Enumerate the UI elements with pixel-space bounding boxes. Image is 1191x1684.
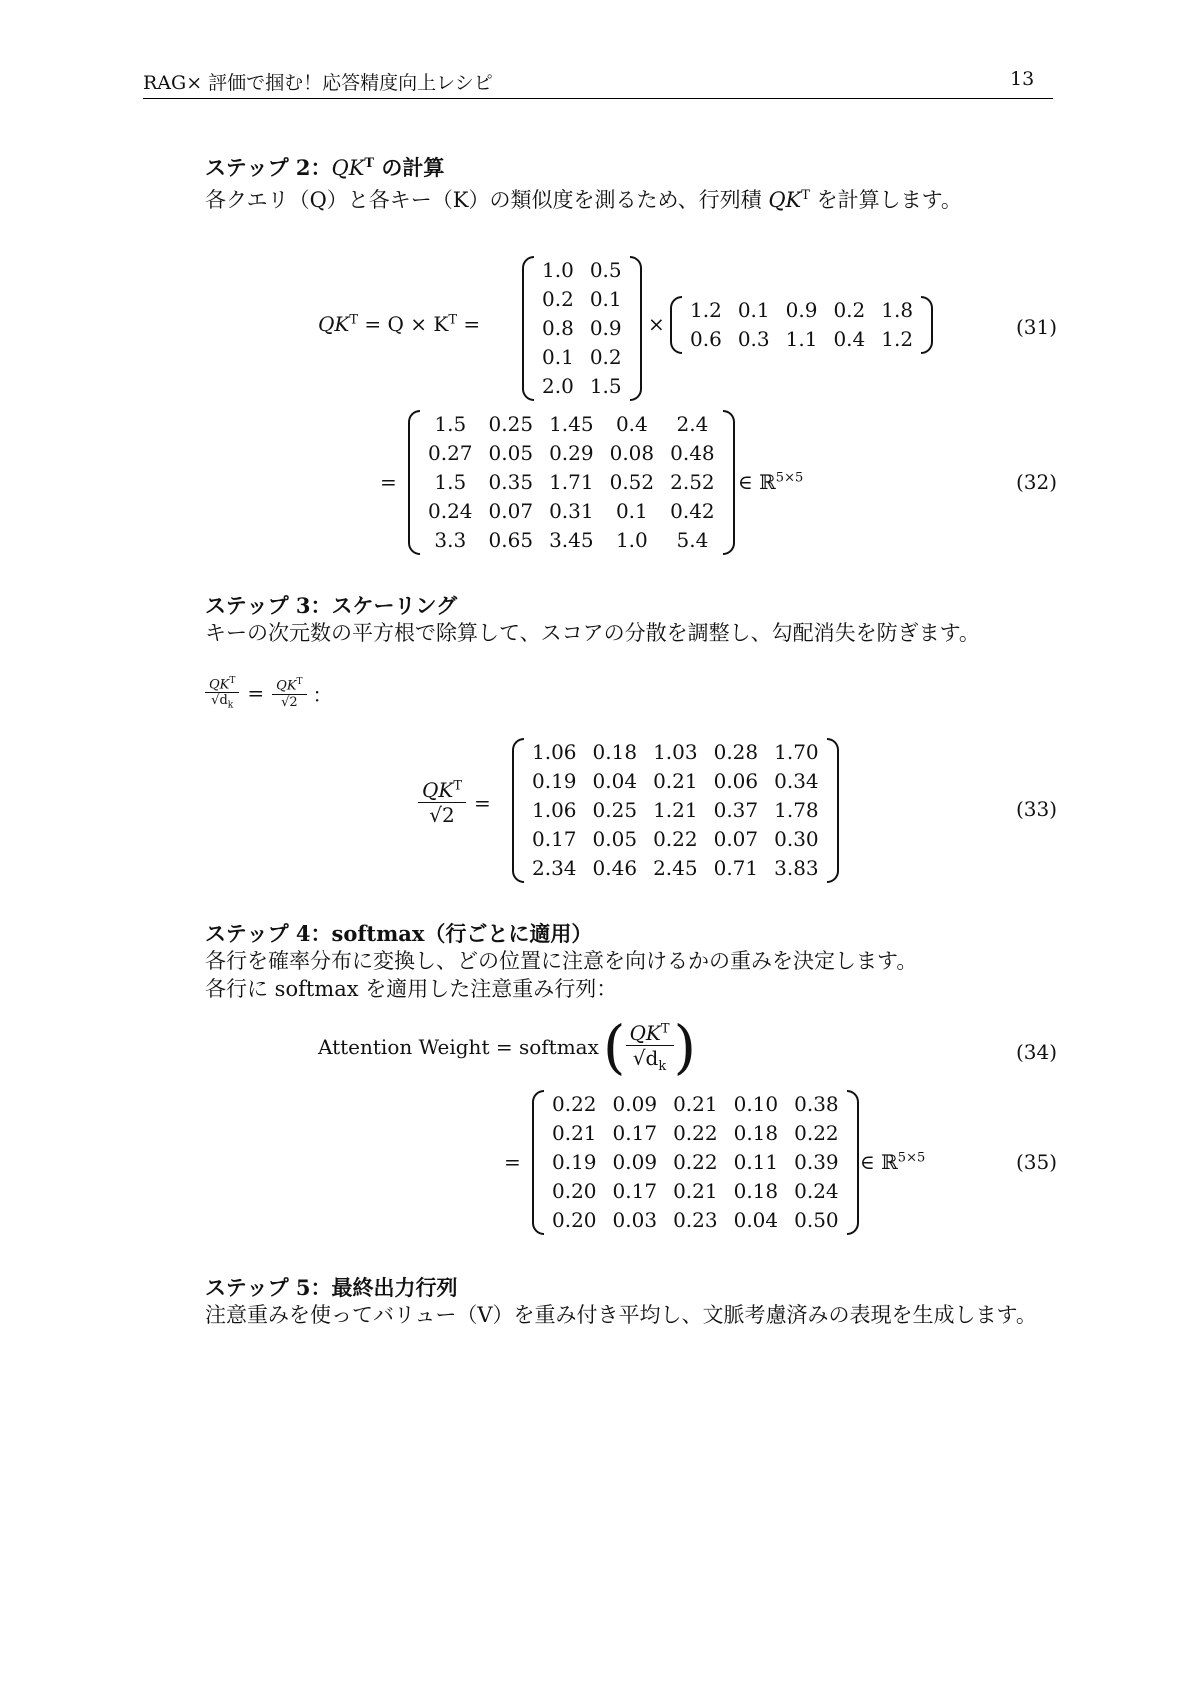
matrix-qkt-cell: 0.07	[488, 499, 534, 523]
matrix-q-cell: 2.0	[542, 374, 574, 398]
matrix-scaled-row	[524, 825, 827, 854]
header-rule	[143, 98, 1053, 99]
matrix-attention-weight-row	[544, 1119, 847, 1148]
matrix-qkt-row	[420, 497, 723, 526]
matrix-kt-cell: 1.2	[690, 298, 722, 322]
matrix-attention-weight-cell: 0.18	[733, 1121, 779, 1145]
page-number: 13	[1010, 68, 1035, 90]
matrix-qkt-row	[420, 410, 723, 439]
matrix-qkt-cell: 0.4	[615, 412, 648, 436]
matrix-qkt-cell: 2.4	[676, 412, 709, 436]
matrix-attention-weight-cell: 0.17	[612, 1121, 658, 1145]
matrix-scaled-cell: 3.83	[774, 856, 819, 880]
matrix-attention-weight	[532, 1090, 859, 1235]
matrix-attention-weight-cell: 0.22	[673, 1150, 718, 1174]
matrix-qkt-row	[420, 468, 723, 497]
matrix-qkt-cell: 0.1	[615, 499, 648, 523]
matrix-scaled-cell: 0.37	[713, 798, 759, 822]
matrix-attention-weight-row	[544, 1177, 847, 1206]
matrix-qkt-cell: 0.25	[488, 412, 534, 436]
matrix-scaled-cell: 0.19	[532, 769, 577, 793]
matrix-attention-weight-cell: 0.50	[794, 1208, 839, 1232]
matrix-qkt-cell: 1.5	[434, 470, 467, 494]
matrix-q-row	[534, 256, 630, 285]
matrix-attention-weight-cell: 0.22	[673, 1121, 718, 1145]
matrix-attention-weight-cell: 0.24	[794, 1179, 839, 1203]
matrix-qkt-cell: 0.48	[670, 441, 715, 465]
matrix-attention-weight-cell: 0.22	[552, 1092, 597, 1116]
matrix-q-cell: 1.5	[589, 374, 622, 398]
matrix-attention-weight-cell: 0.10	[733, 1092, 779, 1116]
matrix-qkt-cell: 0.29	[549, 441, 594, 465]
step5-text: 注意重みを使ってバリュー（V）を重み付き平均し、文脈考慮済みの表現を生成します。	[205, 1303, 1037, 1327]
matrix-scaled-cell: 0.21	[653, 769, 698, 793]
matrix-kt	[670, 296, 933, 354]
matrix-q-cell: 0.1	[542, 345, 574, 369]
equation-number-33: (33)	[1016, 797, 1058, 821]
matrix-attention-weight-cell: 0.09	[612, 1150, 658, 1174]
matrix-q-cell: 0.1	[589, 287, 622, 311]
matrix-qkt-cell: 0.65	[488, 528, 534, 552]
matrix-qkt-cell: 1.71	[549, 470, 594, 494]
matrix-attention-weight-cell: 0.19	[552, 1150, 597, 1174]
eq35-equals: =	[504, 1150, 521, 1174]
matrix-scaled-cell: 0.06	[713, 769, 759, 793]
step2-text: 各クエリ（Q）と各キー（K）の類似度を測るため、行列積 $QK^T$ を計算します。	[205, 188, 962, 212]
matrix-qkt-cell: 0.24	[428, 499, 473, 523]
matrix-scaled-cell: 1.06	[532, 798, 577, 822]
step4-text-2: 各行に softmax を適用した注意重み行列：	[205, 977, 618, 1001]
matrix-scaled-row	[524, 854, 827, 883]
eq34-formula: Attention Weight = softmax ( $\frac{QK^T}{√d_k}$ )	[318, 1013, 697, 1081]
matrix-scaled-row	[524, 738, 827, 767]
matrix-scaled-cell: 2.34	[532, 856, 577, 880]
matrix-kt-cell: 1.2	[881, 327, 914, 351]
matrix-scaled-cell: 0.17	[532, 827, 577, 851]
matrix-attention-weight-cell: 0.39	[794, 1150, 839, 1174]
matrix-scaled-cell: 1.21	[653, 798, 698, 822]
matrix-q-cell: 0.5	[589, 258, 622, 282]
matrix-attention-weight-cell: 0.21	[673, 1092, 718, 1116]
matrix-kt-cell: 0.3	[737, 327, 770, 351]
matrix-scaled-cell: 0.05	[592, 827, 638, 851]
matrix-qkt	[408, 410, 735, 555]
matrix-attention-weight-cell: 0.04	[733, 1208, 779, 1232]
matrix-q-row	[534, 285, 630, 314]
matrix-q-cell: 0.2	[542, 287, 574, 311]
matrix-qkt-cell: 0.35	[488, 470, 534, 494]
matrix-scaled	[512, 738, 839, 883]
eq35-domain: ∈ ℝ$^{5\times 5}$	[860, 1150, 926, 1174]
matrix-qkt-cell: 1.45	[549, 412, 594, 436]
matrix-q	[522, 256, 642, 401]
matrix-qkt-row	[420, 439, 723, 468]
matrix-qkt-cell: 1.5	[434, 412, 467, 436]
running-header-title: RAG× 評価で掴む！応答精度向上レシピ	[143, 72, 493, 94]
matrix-kt-cell: 0.2	[833, 298, 866, 322]
matrix-attention-weight-cell: 0.11	[733, 1150, 779, 1174]
matrix-qkt-row	[420, 526, 723, 555]
matrix-q-row	[534, 343, 630, 372]
matrix-scaled-cell: 0.30	[774, 827, 819, 851]
step4-text-1: 各行を確率分布に変換し、どの位置に注意を向けるかの重みを決定します。	[205, 949, 918, 973]
matrix-attention-weight-cell: 0.17	[612, 1179, 658, 1203]
matrix-scaled-cell: 1.78	[774, 798, 819, 822]
matrix-attention-weight-cell: 0.20	[552, 1179, 597, 1203]
matrix-scaled-row	[524, 767, 827, 796]
matrix-scaled-cell: 0.34	[774, 769, 819, 793]
matrix-kt-cell: 1.1	[785, 327, 818, 351]
matrix-scaled-cell: 0.07	[713, 827, 759, 851]
matrix-kt-row	[682, 296, 921, 325]
matrix-scaled-row	[524, 796, 827, 825]
matrix-scaled-cell: 1.03	[653, 740, 698, 764]
step3-text: キーの次元数の平方根で除算して、スコアの分散を調整し、勾配消失を防ぎます。	[205, 621, 980, 645]
step4-heading: ステップ 4：softmax（行ごとに適用）	[205, 921, 593, 946]
matrix-q-row	[534, 372, 630, 401]
matrix-qkt-cell: 0.52	[609, 470, 655, 494]
matrix-scaled-cell: 0.04	[592, 769, 638, 793]
matrix-scaled-cell: 1.70	[774, 740, 819, 764]
matrix-attention-weight-row	[544, 1148, 847, 1177]
eq32-equals: =	[380, 470, 397, 494]
matrix-attention-weight-cell: 0.18	[733, 1179, 779, 1203]
matrix-q-cell: 0.8	[542, 316, 574, 340]
matrix-scaled-cell: 0.71	[713, 856, 759, 880]
matrix-qkt-cell: 3.45	[549, 528, 594, 552]
matrix-kt-row	[682, 325, 921, 354]
matrix-q-cell: 1.0	[542, 258, 574, 282]
matrix-attention-weight-cell: 0.03	[612, 1208, 658, 1232]
matrix-qkt-cell: 5.4	[676, 528, 709, 552]
matrix-kt-cell: 0.9	[785, 298, 818, 322]
matrix-qkt-cell: 3.3	[434, 528, 467, 552]
matrix-qkt-cell: 1.0	[615, 528, 648, 552]
matrix-attention-weight-cell: 0.38	[794, 1092, 839, 1116]
matrix-qkt-cell: 0.31	[549, 499, 594, 523]
matrix-attention-weight-row	[544, 1090, 847, 1119]
equation-number-34: (34)	[1016, 1040, 1058, 1064]
matrix-qkt-cell: 0.27	[428, 441, 473, 465]
matrix-kt-cell: 0.6	[690, 327, 722, 351]
matrix-attention-weight-cell: 0.22	[794, 1121, 839, 1145]
matrix-scaled-cell: 1.06	[532, 740, 577, 764]
eq33-lhs: $\frac{QK^T}{√2}$ =	[418, 778, 491, 827]
eq32-domain: ∈ ℝ$^{5\times 5}$	[738, 470, 804, 494]
step5-heading: ステップ 5：最終出力行列	[205, 1275, 458, 1300]
matrix-attention-weight-row	[544, 1206, 847, 1235]
matrix-kt-cell: 0.1	[737, 298, 770, 322]
step3-heading: ステップ 3：スケーリング	[205, 593, 458, 618]
equation-number-32: (32)	[1016, 470, 1058, 494]
matrix-scaled-cell: 2.45	[653, 856, 698, 880]
matrix-attention-weight-cell: 0.23	[673, 1208, 718, 1232]
matrix-q-row	[534, 314, 630, 343]
matrix-attention-weight-cell: 0.09	[612, 1092, 658, 1116]
equation-number-35: (35)	[1016, 1150, 1058, 1174]
matrix-q-cell: 0.2	[589, 345, 622, 369]
matrix-qkt-cell: 0.05	[488, 441, 534, 465]
equation-number-31: (31)	[1016, 315, 1058, 339]
matrix-kt-cell: 1.8	[881, 298, 914, 322]
eq31-lhs: $QK^T = Q \times K^T$ =	[318, 312, 481, 336]
matrix-q-cell: 0.9	[589, 316, 622, 340]
step2-heading: ステップ 2：$QK^T$ の計算	[205, 155, 445, 180]
times-symbol: ×	[648, 312, 665, 336]
matrix-scaled-cell: 0.18	[592, 740, 638, 764]
matrix-qkt-cell: 2.52	[670, 470, 715, 494]
matrix-scaled-cell: 0.46	[592, 856, 638, 880]
matrix-attention-weight-cell: 0.21	[673, 1179, 718, 1203]
matrix-kt-cell: 0.4	[833, 327, 866, 351]
matrix-attention-weight-cell: 0.20	[552, 1208, 597, 1232]
matrix-qkt-cell: 0.08	[609, 441, 655, 465]
matrix-attention-weight-cell: 0.21	[552, 1121, 597, 1145]
matrix-scaled-cell: 0.25	[592, 798, 638, 822]
matrix-scaled-cell: 0.22	[653, 827, 698, 851]
matrix-qkt-cell: 0.42	[670, 499, 715, 523]
matrix-scaled-cell: 0.28	[713, 740, 759, 764]
step3-inline-formula: $\frac{QK^T}{√d_k}$ = $\frac{QK^T}{√2}$ ：	[205, 676, 333, 711]
